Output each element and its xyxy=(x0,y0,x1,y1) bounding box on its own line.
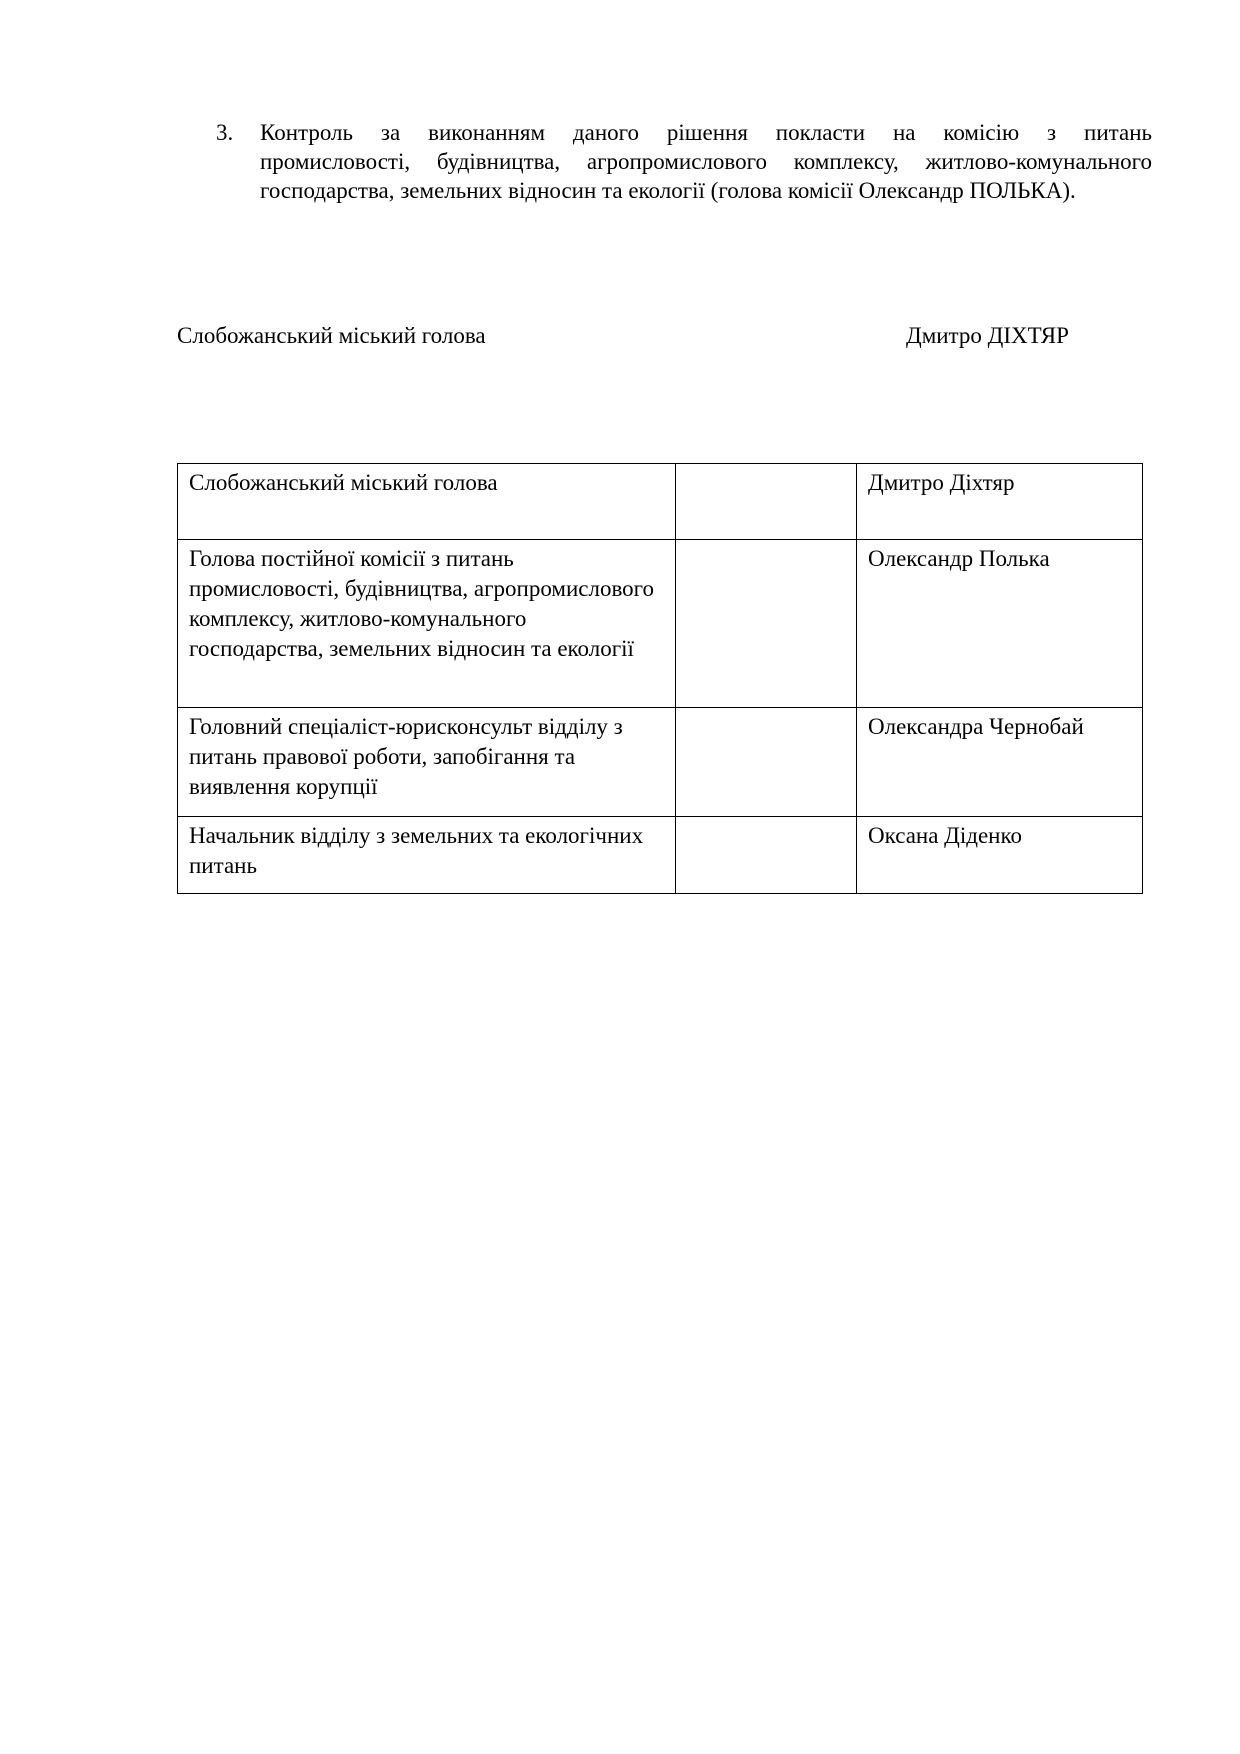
table-row xyxy=(178,464,1143,540)
signature-cell xyxy=(676,817,857,894)
name-cell: Оксана Діденко xyxy=(857,817,1143,894)
position-cell: Головний спеціаліст-юрисконсульт відділу з питань правової роботи, запобігання та виявлення корупції xyxy=(178,708,676,817)
approvals-table xyxy=(177,463,1143,894)
name-cell: Олександр Полька xyxy=(857,540,1143,708)
signature-name: Дмитро ДІХТЯР xyxy=(906,323,1069,348)
position-cell: Слобожанський міський голова xyxy=(178,464,676,540)
signature-cell xyxy=(676,464,857,540)
signature-cell xyxy=(676,540,857,708)
signature-title: Слобожанський міський голова xyxy=(177,323,486,348)
signature-cell xyxy=(676,708,857,817)
decision-item-3 xyxy=(216,118,1152,205)
item-text xyxy=(260,118,1152,205)
table-row xyxy=(178,708,1143,817)
item-number: 3. xyxy=(216,120,234,145)
position-cell: Голова постійної комісії з питань промисловості, будівництва, агропромислового комплексу, житлово-комунального господарства, земельних відносин та екології xyxy=(178,540,676,708)
item-text-line: Контроль за виконанням даного рішення покласти на комісію з питань xyxy=(260,120,1152,145)
table-row xyxy=(178,540,1143,708)
item-text-line: господарства, земельних відносин та екології (голова комісії Олександр ПОЛЬКА). xyxy=(260,178,1076,203)
position-cell: Начальник відділу з земельних та екологічних питань xyxy=(178,817,676,894)
table-row xyxy=(178,817,1143,894)
name-cell: Дмитро Діхтяр xyxy=(857,464,1143,540)
item-text-line: промисловості, будівництва, агропромислового комплексу, житлово-комунального xyxy=(260,149,1152,174)
name-cell: Олександра Чернобай xyxy=(857,708,1143,817)
